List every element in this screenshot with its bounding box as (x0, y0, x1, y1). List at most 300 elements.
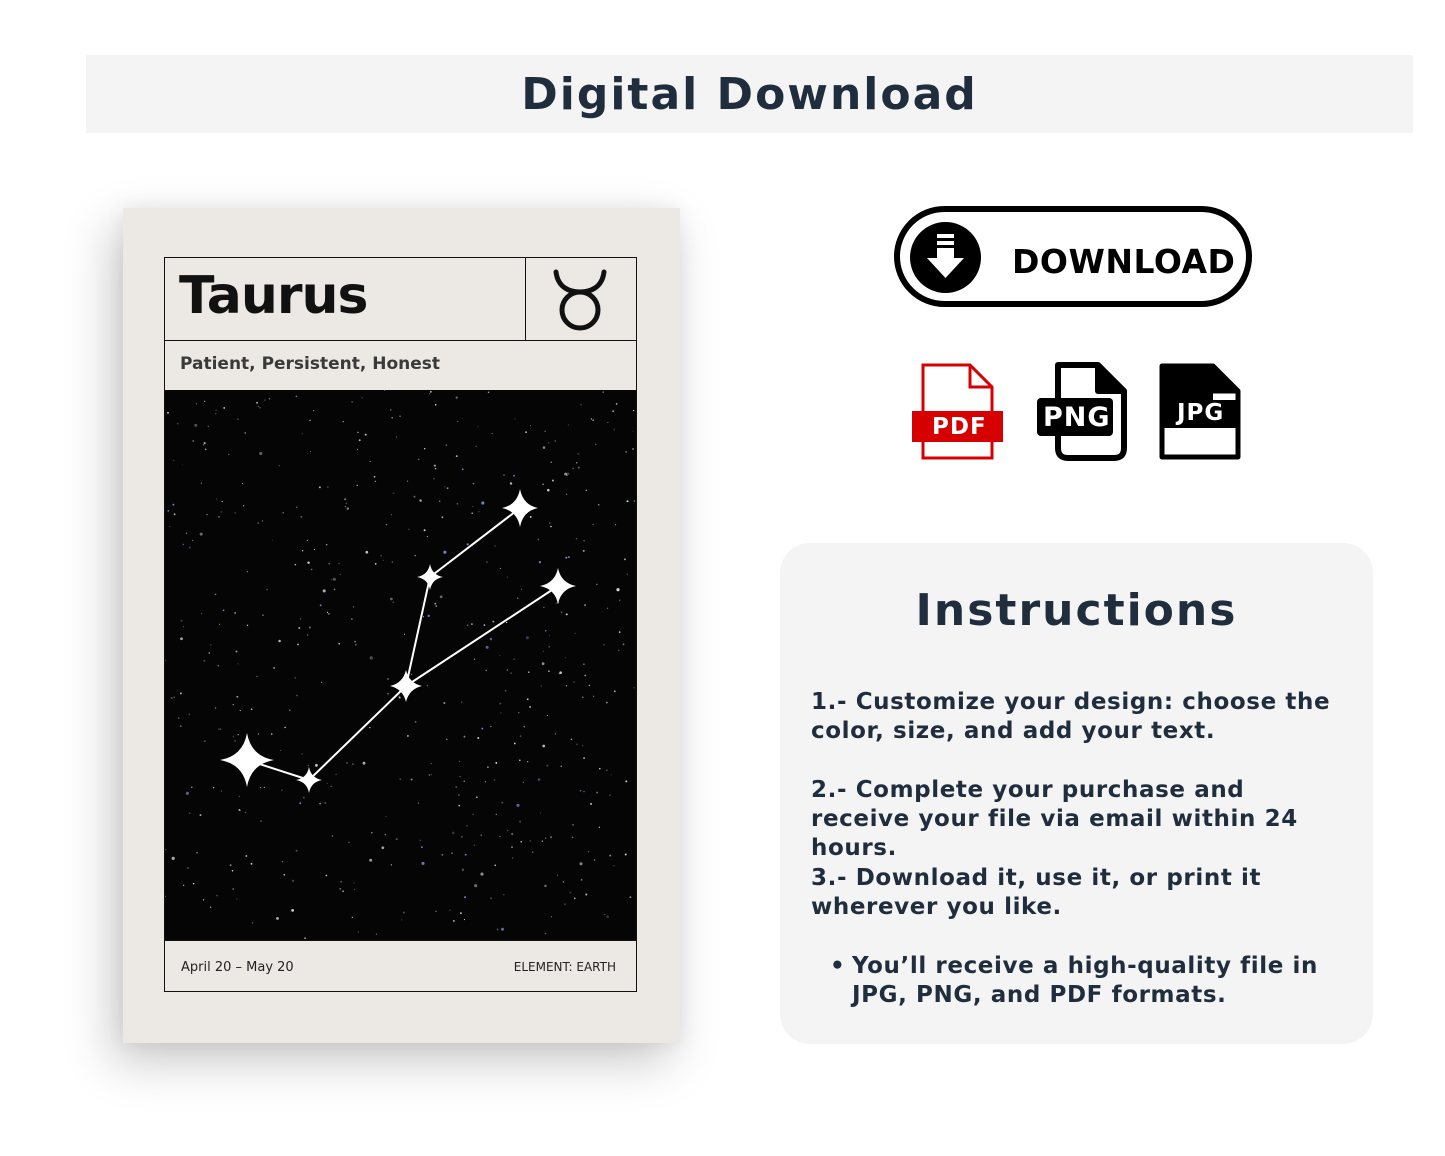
background-star (467, 543, 469, 545)
background-star (480, 834, 482, 836)
background-star (245, 812, 246, 813)
background-star (572, 837, 574, 839)
background-star (580, 790, 581, 791)
background-star (495, 762, 497, 764)
background-star (262, 614, 264, 616)
background-star (217, 665, 219, 667)
background-star (215, 707, 216, 708)
background-star (383, 560, 384, 561)
background-star (324, 802, 326, 804)
background-star (216, 895, 218, 897)
note-text: You’ll receive a high-quality file in JPG, PNG, and PDF formats. (852, 953, 1319, 1008)
background-star (564, 473, 567, 476)
background-star (385, 834, 387, 836)
background-star (542, 840, 543, 841)
background-star (192, 540, 194, 542)
background-star (462, 869, 464, 871)
background-star (177, 423, 179, 425)
background-star (189, 812, 191, 814)
background-star (471, 512, 472, 513)
background-star (607, 608, 608, 609)
background-star (518, 712, 519, 713)
background-star (486, 670, 487, 671)
background-star (566, 685, 567, 686)
constellation-stars (220, 489, 576, 793)
background-star (273, 667, 275, 669)
background-star (606, 915, 609, 918)
background-star (269, 398, 270, 399)
background-star (203, 899, 204, 900)
background-star (585, 894, 587, 896)
background-star (201, 483, 202, 484)
background-star (547, 715, 548, 716)
background-star (462, 469, 464, 471)
background-star (387, 693, 389, 695)
background-star (596, 792, 598, 794)
background-star (309, 420, 311, 422)
background-star (260, 787, 261, 788)
background-star (435, 468, 437, 470)
background-star (242, 483, 243, 484)
background-star (572, 824, 574, 826)
background-star (186, 532, 187, 533)
background-star (222, 501, 223, 502)
zodiac-traits: Patient, Persistent, Honest (180, 354, 441, 374)
background-star (616, 588, 619, 591)
background-star (457, 421, 458, 422)
background-star (443, 551, 446, 554)
background-star (464, 736, 466, 738)
background-star (240, 810, 241, 811)
background-star (563, 881, 564, 882)
background-star (557, 875, 558, 876)
background-star (411, 779, 413, 781)
background-star (205, 449, 207, 451)
background-star (215, 594, 217, 596)
background-star (345, 506, 346, 507)
background-star (200, 533, 203, 536)
background-star (204, 401, 205, 402)
background-star (551, 916, 552, 917)
background-star (258, 733, 259, 734)
background-star (355, 644, 357, 646)
background-star (590, 803, 592, 805)
background-star (400, 779, 401, 780)
background-star (586, 490, 587, 491)
background-star (593, 696, 594, 697)
background-star (523, 782, 524, 783)
background-star (528, 671, 530, 673)
background-star (404, 634, 405, 635)
background-star (351, 401, 353, 403)
download-button[interactable] (894, 206, 1252, 307)
background-star (599, 827, 600, 828)
background-star (165, 660, 166, 662)
background-star (550, 836, 552, 838)
background-star (390, 598, 393, 601)
background-star (352, 763, 353, 764)
background-star (183, 626, 184, 627)
instruction-step: 1.- Customize your design: choose the color, size, and add your text. (811, 689, 1331, 744)
background-star (618, 650, 620, 652)
background-star (500, 712, 501, 713)
background-star (283, 874, 285, 876)
background-star (264, 400, 265, 401)
background-star (289, 709, 291, 711)
background-star (507, 830, 509, 832)
background-star (386, 524, 387, 525)
background-star (301, 753, 303, 755)
background-star (346, 762, 348, 764)
background-star (481, 501, 484, 504)
background-star (200, 814, 202, 816)
background-star (520, 841, 522, 843)
background-star (543, 446, 546, 449)
background-star (243, 505, 244, 506)
background-star (497, 929, 499, 931)
background-star (340, 574, 341, 575)
background-star (500, 568, 501, 569)
background-star (259, 407, 261, 409)
background-star (187, 867, 189, 869)
background-star (488, 391, 490, 393)
background-star (614, 429, 615, 430)
background-star (544, 431, 545, 432)
background-star (607, 422, 608, 423)
background-star (490, 897, 492, 899)
background-star (435, 911, 436, 912)
background-star (181, 620, 183, 622)
background-star (420, 840, 421, 841)
background-star (583, 663, 584, 664)
background-star (319, 486, 321, 488)
background-star (532, 852, 533, 853)
background-star (579, 862, 582, 865)
background-star (625, 451, 627, 453)
instructions-card (780, 543, 1373, 1044)
background-star (271, 733, 273, 735)
background-star (530, 516, 532, 518)
background-star (407, 735, 409, 737)
background-star (210, 644, 212, 646)
background-star (369, 727, 371, 729)
background-star (228, 454, 229, 455)
background-star (526, 636, 529, 639)
background-star (613, 865, 614, 866)
background-star (611, 774, 612, 775)
background-star (236, 696, 238, 698)
background-star (567, 472, 570, 475)
background-star (443, 702, 445, 704)
background-star (435, 605, 437, 607)
background-star (408, 529, 409, 530)
star-field (165, 390, 635, 939)
background-star (549, 522, 551, 524)
bullet-icon: • (830, 953, 846, 979)
background-star (302, 433, 303, 434)
background-star (165, 896, 166, 897)
background-star (339, 563, 340, 564)
background-star (302, 550, 303, 551)
constellation-line (406, 577, 430, 686)
background-star (309, 627, 311, 629)
background-star (233, 736, 234, 737)
background-star (380, 555, 381, 556)
background-star (527, 698, 529, 700)
background-star (514, 418, 515, 419)
background-star (180, 637, 183, 640)
constellation-lines (247, 508, 558, 780)
background-star (451, 852, 453, 854)
background-star (323, 589, 326, 592)
background-star (490, 638, 493, 641)
background-star (239, 796, 241, 798)
background-star (252, 922, 254, 924)
background-star (319, 803, 321, 805)
background-star (453, 920, 455, 922)
background-star (558, 673, 559, 674)
background-star (182, 464, 183, 465)
background-star (173, 460, 175, 462)
png-file-icon (1036, 362, 1130, 462)
background-star (595, 444, 597, 446)
background-star (427, 685, 429, 687)
background-star (240, 710, 241, 711)
background-star (565, 657, 566, 658)
background-star (473, 483, 475, 485)
background-star (609, 855, 611, 857)
background-star (472, 814, 473, 815)
background-star (348, 842, 349, 843)
background-star (516, 804, 519, 807)
background-star (457, 503, 459, 505)
background-star (583, 757, 585, 759)
background-star (575, 633, 576, 634)
background-star (486, 561, 488, 563)
background-star (625, 780, 627, 782)
background-star (303, 797, 305, 799)
background-star (492, 621, 494, 623)
background-star (278, 640, 281, 643)
background-star (612, 410, 614, 412)
background-star (298, 627, 300, 629)
background-star (604, 914, 605, 915)
background-star (196, 852, 198, 854)
background-star (583, 540, 585, 542)
background-star (490, 726, 491, 727)
background-star (219, 624, 220, 625)
background-star (544, 885, 547, 888)
background-star (256, 402, 258, 404)
background-star (183, 885, 185, 887)
background-star (374, 476, 376, 478)
background-star (295, 564, 297, 566)
background-star (390, 409, 391, 410)
background-star (191, 787, 192, 788)
background-star (593, 524, 594, 525)
header-banner (86, 55, 1413, 133)
background-star (576, 744, 577, 745)
background-star (300, 618, 302, 620)
star (220, 733, 274, 787)
background-star (521, 589, 522, 590)
background-star (494, 779, 496, 781)
background-star (327, 486, 328, 487)
background-star (527, 761, 528, 762)
background-star (446, 739, 448, 741)
zodiac-element: ELEMENT: EARTH (513, 960, 616, 974)
background-star (542, 662, 545, 665)
star (417, 564, 443, 590)
background-star (266, 589, 268, 591)
background-star (503, 894, 504, 895)
background-star (392, 601, 394, 603)
background-star (435, 404, 437, 406)
background-star (423, 616, 424, 617)
background-star (258, 522, 259, 523)
background-star (233, 704, 234, 705)
background-star (431, 763, 432, 764)
background-star (180, 725, 182, 727)
background-star (221, 790, 223, 792)
zodiac-sign-name: Taurus (179, 266, 368, 326)
background-star (424, 529, 426, 531)
background-star (513, 658, 514, 659)
background-star (561, 611, 563, 613)
constellation-line (309, 686, 406, 780)
background-star (589, 685, 591, 687)
background-star (421, 862, 424, 865)
constellation-line (406, 586, 558, 686)
background-star (440, 595, 443, 598)
background-star (434, 464, 436, 466)
background-star (461, 836, 463, 838)
background-star (419, 499, 421, 501)
background-star (294, 677, 296, 679)
background-star (568, 556, 570, 558)
background-star (384, 390, 385, 391)
background-star (342, 890, 344, 892)
background-star (606, 770, 607, 771)
background-star (441, 854, 443, 856)
background-star (529, 706, 531, 708)
background-star (560, 765, 562, 767)
background-star (545, 630, 547, 632)
background-star (363, 762, 366, 765)
background-star (548, 442, 549, 443)
background-star (358, 931, 359, 932)
background-star (314, 549, 315, 550)
background-star (512, 857, 513, 858)
background-star (555, 733, 556, 734)
background-star (223, 609, 225, 611)
background-star (542, 483, 544, 485)
instruction-step: 3.- Download it, use it, or print it wherever you like. (811, 865, 1262, 920)
background-star (519, 821, 521, 823)
background-star (510, 482, 512, 484)
background-star (296, 695, 297, 696)
background-star (542, 745, 545, 748)
background-star (165, 849, 166, 850)
background-star (496, 814, 497, 815)
background-star (633, 410, 634, 411)
download-arrow-icon (910, 222, 981, 293)
background-star (619, 600, 620, 601)
background-star (299, 802, 301, 804)
background-star (282, 512, 284, 514)
background-star (321, 682, 322, 683)
background-star (461, 702, 462, 703)
background-star (172, 857, 175, 860)
background-star (357, 449, 358, 450)
background-star (477, 737, 479, 739)
background-star (474, 845, 475, 846)
background-star (375, 481, 377, 483)
background-star (460, 912, 462, 914)
background-star (167, 510, 169, 512)
taurus-symbol-icon (550, 266, 610, 332)
poster-frame (164, 257, 637, 992)
poster-preview (123, 208, 680, 1043)
star (540, 568, 576, 604)
background-star (548, 670, 550, 672)
background-star (481, 728, 483, 730)
background-star (480, 873, 483, 876)
background-star (499, 703, 501, 705)
background-star (538, 778, 540, 780)
background-star (399, 415, 400, 416)
background-star (505, 690, 507, 692)
background-star (501, 928, 504, 931)
background-star (476, 796, 478, 798)
night-sky (165, 390, 636, 940)
background-star (189, 547, 191, 549)
background-star (543, 651, 545, 653)
background-star (272, 540, 273, 541)
background-star (431, 774, 432, 775)
background-star (296, 396, 298, 398)
background-star (573, 681, 575, 683)
background-star (545, 933, 547, 935)
background-star (352, 917, 353, 918)
background-star (172, 504, 174, 506)
background-star (361, 397, 363, 399)
background-star (411, 674, 412, 675)
background-star (554, 440, 555, 441)
background-star (359, 439, 361, 441)
background-star (582, 745, 583, 746)
background-star (474, 659, 475, 660)
background-star (391, 417, 393, 419)
star (502, 489, 538, 527)
background-star (633, 687, 634, 688)
background-star (251, 708, 253, 710)
background-star (576, 462, 577, 463)
background-star (547, 489, 550, 492)
page-title: Digital Download (521, 68, 978, 120)
background-star (629, 896, 631, 898)
background-star (201, 613, 202, 614)
background-star (276, 917, 279, 920)
background-star (429, 774, 430, 775)
download-label: DOWNLOAD (1012, 242, 1236, 281)
background-star (494, 545, 495, 546)
background-star (203, 444, 205, 446)
background-star (365, 434, 367, 436)
background-star (530, 425, 531, 426)
background-star (474, 884, 477, 887)
background-star (353, 606, 354, 607)
